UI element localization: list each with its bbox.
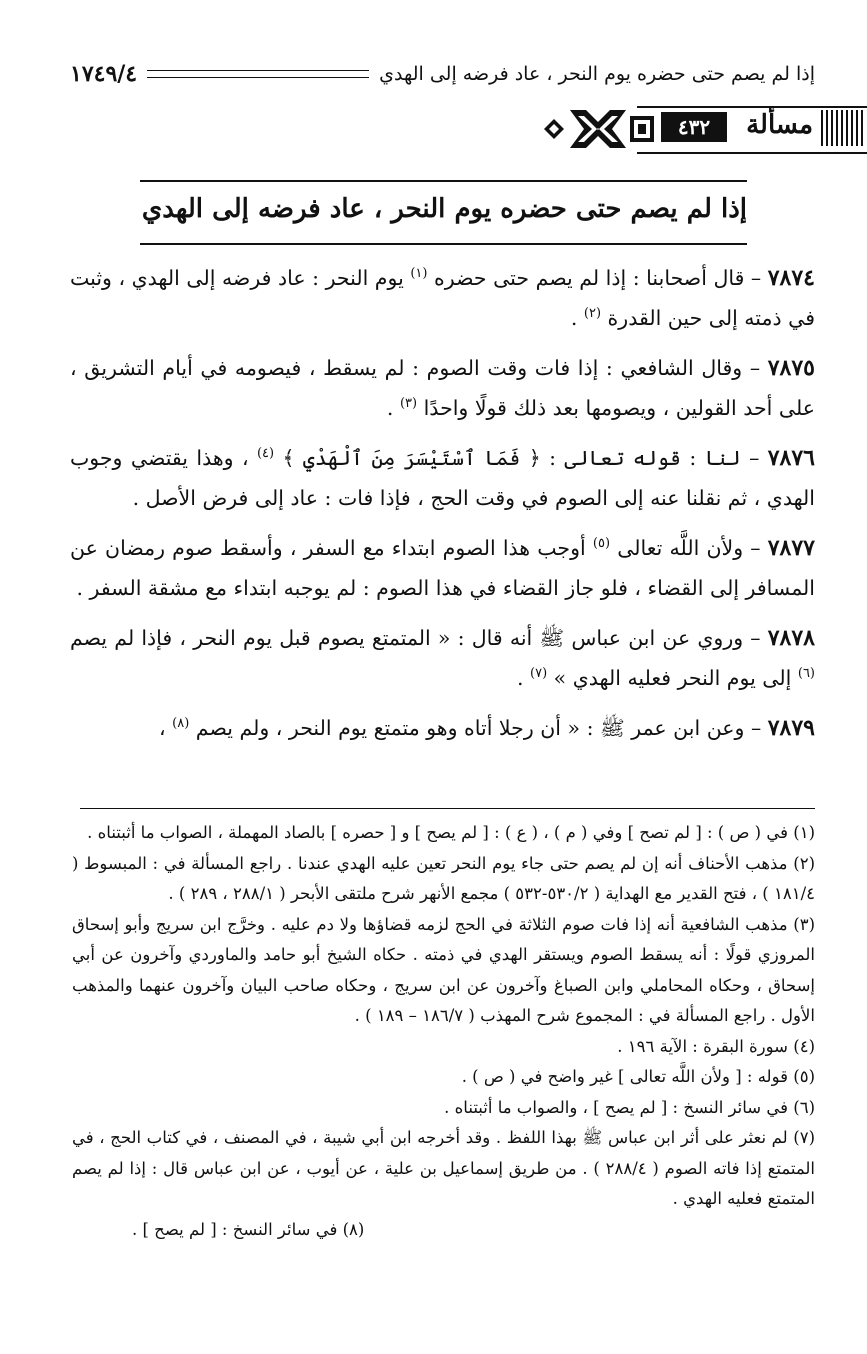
footnote-ref: (٣) xyxy=(399,396,418,412)
footnote-ref: (٦) xyxy=(797,666,815,682)
running-title: إذا لم يصم حتى حضره يوم النحر ، عاد فرضه إلى الهدي xyxy=(379,63,815,85)
paragraph-text: – لنا : قوله تعالى : ﴿ فَمَا ٱسْتَيْسَرَ مِنَ ٱلْهَدْيِ ﴾ xyxy=(274,446,768,470)
paragraph-text: – وقال الشافعي : إذا فات وقت الصوم : لم يسقط ، فيصومه في أيام التشريق ، على أحد القولين ، ويصومها بعد ذلك قولًا واحدًا xyxy=(70,356,815,420)
footnote-ref: (٥) xyxy=(592,536,611,552)
footnotes xyxy=(72,818,815,1245)
paragraph-7877 xyxy=(70,528,815,608)
masala-banner xyxy=(530,100,867,158)
running-header xyxy=(70,54,815,94)
paragraph-text: ، وهذا يقتضي وجوب الهدي ، ثم نقلنا عنه إلى الصوم في وقت الحج ، فإذا فات : عاد إلى فرض الأصل . xyxy=(70,446,815,510)
paragraph-7875 xyxy=(70,348,815,428)
masala-label: مسألة xyxy=(746,110,813,140)
footnote-1: (١) في ( ص ) : [ لم تصح ] وفي ( م ) ، ( ع ) : [ لم يصح ] و [ حصره ] بالصاد المهملة ، الصواب ما أثبتناه . xyxy=(87,823,815,842)
footnote-rule xyxy=(80,808,815,809)
paragraph-text: – ولأن اللَّه تعالى xyxy=(610,536,768,560)
title-rule-top xyxy=(140,180,747,182)
paragraph-7874 xyxy=(70,258,815,338)
paragraph-number: ٧٨٧٦ xyxy=(767,445,815,471)
masala-number: ٤٣٢ xyxy=(661,112,727,142)
paragraph-text: – وروي عن ابن عباس ﷺ أنه قال : « المتمتع يصوم قبل يوم النحر ، فإذا لم يصم xyxy=(70,626,768,650)
paragraph-7878 xyxy=(70,618,815,698)
banner-stripes xyxy=(821,110,865,146)
paragraph-text: – وعن ابن عمر ﷺ : « أن رجلا أتاه وهو متمتع يوم النحر ، ولم يصم xyxy=(189,716,768,740)
footnote-ref: (٤) xyxy=(256,446,275,462)
footnote-ref: (٨) xyxy=(172,716,190,732)
paragraph-text: . xyxy=(386,396,400,420)
footnote-3: (٣) مذهب الشافعية أنه إذا فات صوم الثلاثة في الحج لزمه قضاؤها ولا دم عليه . وخرَّج ابن سريج وأبو إسحاق المروزي قولًا : أنه يسقط الصوم ويستقر الهدي في ذمته . حكاه الشيخ أبو حامد والماوردي وآخرون عن أبي إسحاق ، وحكاه المحاملي وابن الصباغ وآخرون عن ابن سريج ، وحكاه صاحب البيان وآخرون عنهما والمذهب الأول . راجع المسألة في : المجموع شرح المهذب ( ١٨٦/٧ – ١٨٩ ) . xyxy=(72,914,815,1025)
paragraph-number: ٧٨٧٨ xyxy=(767,625,815,651)
footnote-ref: (٢) xyxy=(583,306,602,322)
body-text xyxy=(70,258,815,758)
footnote-ref: (١) xyxy=(410,266,428,282)
footnote-8: (٨) في سائر النسخ : [ لم يصح ] . xyxy=(132,1219,365,1239)
footnote-7: (٧) لم نعثر على أثر ابن عباس ﷺ بهذا اللفظ . وقد أخرجه ابن أبي شيبة ، في المصنف ، في كتاب الحج ، في المتمتع إذا فاته الصوم ( ٢٨٨/٤ ) . من طريق إسماعيل بن علية ، عن أيوب ، عن ابن عباس قال : إذا لم يصم المتمتع فعليه الهدي . xyxy=(72,1128,816,1208)
paragraph-7879 xyxy=(70,708,815,748)
paragraph-number: ٧٨٧٥ xyxy=(767,355,815,381)
footnote-2: (٢) مذهب الأحناف أنه إن لم يصم حتى جاء يوم النحر تعين عليه الهدي عندنا . راجع المسألة في : المبسوط ( ١٨١/٤ ) ، فتح القدير مع الهداية ( ٥٣٠/٢-٥٣٢ ) مجمع الأنهر شرح ملتقى الأبحر ( ٢٨٨/١ ، ٢٨٩ ) . xyxy=(72,853,815,903)
paragraph-text: يوم النحر : عاد فرضه إلى الهدي ، وثبت في ذمته إلى حين القدرة xyxy=(70,266,815,330)
issue-title: إذا لم يصم حتى حضره يوم النحر ، عاد فرضه إلى الهدي xyxy=(141,194,747,224)
paragraph-text: – قال أصحابنا : إذا لم يصم حتى حضره xyxy=(427,266,768,290)
paragraph-number: ٧٨٧٩ xyxy=(767,715,815,741)
paragraph-text: . xyxy=(516,666,531,690)
paragraph-7876 xyxy=(70,438,815,518)
paragraph-number: ٧٨٧٧ xyxy=(767,535,815,561)
footnote-4: (٤) سورة البقرة : الآية ١٩٦ . xyxy=(617,1036,815,1056)
paragraph-text: ، xyxy=(159,716,173,740)
footnote-5: (٥) قوله : [ ولأن اللَّه تعالى ] غير واضح في ( ص ) . xyxy=(461,1067,815,1086)
page-number: ١٧٤٩/٤ xyxy=(70,61,138,87)
paragraph-text: أوجب هذا الصوم ابتداء مع السفر ، وأسقط صوم رمضان عن المسافر إلى القضاء ، فلو جاز القضاء في هذا الصوم : لم يوجبه ابتداء مع مشقة السفر . xyxy=(70,536,815,600)
paragraph-number: ٧٨٧٤ xyxy=(767,265,815,291)
paragraph-text: . xyxy=(570,306,584,330)
ornament-icon xyxy=(538,102,658,156)
footnote-6: (٦) في سائر النسخ : [ لم يصح ] ، والصواب ما أثبتناه . xyxy=(444,1097,815,1117)
title-rule-bottom xyxy=(140,243,747,245)
footnote-ref: (٧) xyxy=(530,666,548,682)
header-rule xyxy=(147,70,369,78)
paragraph-text: إلى يوم النحر فعليه الهدي » xyxy=(547,666,798,690)
